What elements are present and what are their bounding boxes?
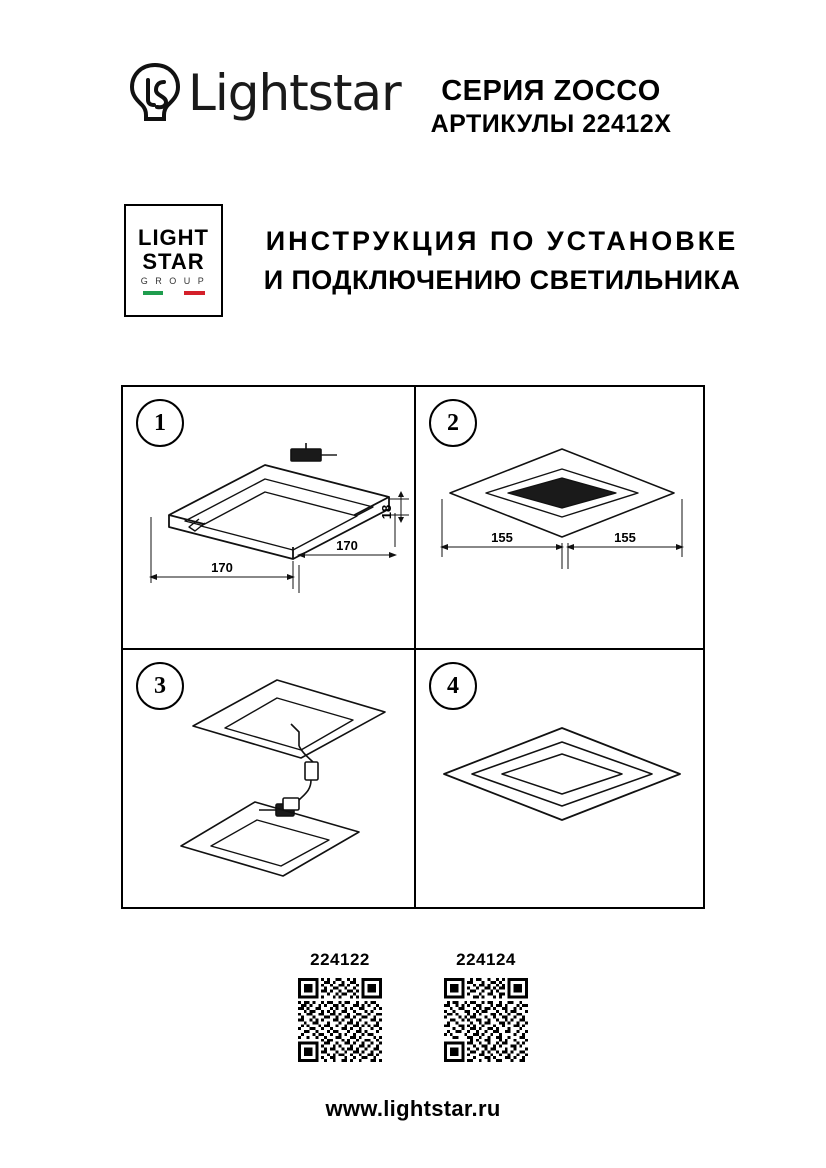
dimension-right-label: 155 [614, 530, 636, 545]
brand-logo [128, 62, 401, 124]
step-panel-4 [416, 650, 707, 911]
logo-line-1: LIGHT [138, 224, 209, 250]
qr-code-224124 [444, 978, 528, 1062]
brand-name: Lightstar [188, 64, 401, 122]
lightstar-group-logo [124, 204, 223, 317]
article-label: АРТИКУЛЫ 22412X [430, 110, 672, 139]
step-panel-2 [416, 387, 707, 648]
website-url[interactable]: www.lightstar.ru [325, 1096, 501, 1121]
lightstar-bulb-icon [128, 62, 182, 124]
dimension-width-right-label: 170 [336, 538, 358, 553]
code-column-1 [285, 950, 395, 1062]
code-column-2 [431, 950, 541, 1062]
step-number-2: 2 [429, 399, 477, 447]
step-number-4: 4 [429, 662, 477, 710]
dimension-height-label: 18 [379, 504, 394, 520]
qr-code-224122 [298, 978, 382, 1062]
code-label-224122: 224122 [310, 950, 370, 969]
step-number-3: 3 [136, 662, 184, 710]
product-codes [0, 950, 826, 1062]
code-label-224124: 224124 [456, 950, 516, 969]
italy-flag-icon [143, 291, 205, 295]
page-title [252, 222, 752, 300]
dimension-width-left-label: 170 [211, 560, 233, 575]
page-title-line-2: И ПОДКЛЮЧЕНИЮ СВЕТИЛЬНИКА [263, 265, 741, 296]
series-label: СЕРИЯ ZOCCO [441, 75, 661, 107]
series-info [386, 74, 716, 140]
logo-line-3: G R O U P [140, 276, 207, 287]
logo-line-2: STAR [142, 248, 205, 274]
step-panel-1 [123, 387, 414, 648]
step-panel-3 [123, 650, 414, 911]
step-number-1: 1 [136, 399, 184, 447]
dimension-left-label: 155 [491, 530, 513, 545]
instruction-grid [121, 385, 705, 909]
page-title-line-1: ИНСТРУКЦИЯ ПО УСТАНОВКЕ [265, 226, 739, 256]
